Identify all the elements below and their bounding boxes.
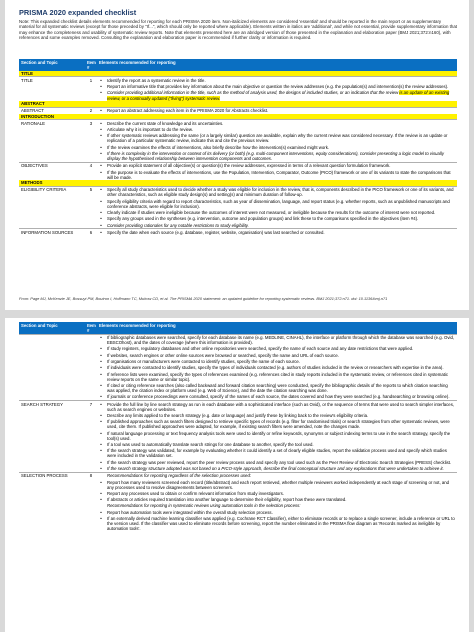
element-text: If the search strategy was peer reviewed, report the peer review process used and specify any tool used such as the Peer Review of Electronic Search Strategies (PRESS) checklist. <box>107 459 452 465</box>
element-text <box>105 90 457 101</box>
element-text: Specify the date when each source (e.g. database, register, website, organisation) was last searched or consulted. <box>105 229 457 236</box>
table-row <box>19 229 457 236</box>
element-text-part: Consider providing additional information in the title, such as the method of analysis used, the designs of included studies, or an indication that the review <box>107 90 400 96</box>
bullet-marker: • <box>100 382 102 388</box>
element-text: If an externally derived machine learning classifier was applied (e.g. Cochrane RCT Classifier), either to eliminate records or to replace a single screener, include a reference or URL to the version used. If the classifier was used to eliminate records before screening, report the number eliminated in the PRISMA flow diagram as 'Records marked as ineligible by automation tools'. <box>107 516 455 532</box>
element-text: If websites, search engines or other online sources were browsed or searched, specify the name and URL of each source. <box>107 352 339 358</box>
bullet-marker: • <box>100 359 102 365</box>
header-item-number: Item # <box>87 322 96 333</box>
element-text: If natural language processing or text frequency analysis tools were used to identify or refine keywords, synonyms or subject indexing terms to use in the search strategy, specify the tool(s) used. <box>107 430 451 441</box>
element-text: Specify eligibility criteria with regard to report characteristics, such as year of dissemination, language, and report status (e.g. whether reports, such as unpublished manuscripts and conference abstracts, were eligible for inclusion). <box>107 198 450 209</box>
section-topic: SELECTION PROCESS <box>19 472 85 532</box>
bullet-marker: • <box>100 465 102 471</box>
section-topic: RATIONALE <box>19 120 85 163</box>
table-header-row <box>19 322 457 334</box>
section-heading: METHODS <box>19 180 457 186</box>
section-heading: TITLE <box>19 71 457 77</box>
bullet-marker: • <box>100 365 102 371</box>
element-text: Provide an explicit statement of all objective(s) or question(s) the review addresses, expressed in terms of a relevant question formulation framework. <box>105 162 457 169</box>
element-text: Consider providing rationales for any notable restrictions to study eligibility. <box>107 222 249 228</box>
element-text: If bibliographic databases were searched, specify for each database its name (e.g. MEDLINE, CINAHL), the interface or platform through which the database was searched (e.g. Ovid, EBSCOhost), and the dates of coverage (where this information is provided). <box>105 334 457 346</box>
bullet-marker: • <box>100 419 102 425</box>
page-2 <box>5 318 469 632</box>
section-heading: INTRODUCTION <box>19 114 457 120</box>
bullet-marker: • <box>100 133 102 139</box>
table-header-row <box>19 59 457 71</box>
table-row <box>19 107 457 114</box>
checklist-table-1 <box>19 59 457 236</box>
element-text: If study registers, regulatory databases and other online repositories were searched, specify the name of each source and any date restrictions that were applied. <box>107 346 414 352</box>
table-row <box>19 186 457 198</box>
item-number: 7 <box>85 401 97 473</box>
bullet-marker: • <box>97 229 105 236</box>
header-elements: Elements recommended for reporting <box>97 322 457 334</box>
citation-footer: From: Page MJ, McKenzie JE, Bossuyt PM, Boutron I, Hoffmann TC, Mulrow CD, et al. The PRISMA 2020 statement: an updated guideline for reporting systematic reviews. BMJ 2021;372:n71. doi: 10.1136/bmj.n71 <box>19 296 388 301</box>
bullet-marker: • <box>100 490 102 496</box>
element-text: Recommendations for reporting regardless of the selection processes used: <box>105 472 457 479</box>
bullet-marker <box>97 472 105 479</box>
bullet-marker: • <box>97 401 105 413</box>
checklist-table-2-body <box>19 334 457 532</box>
element-text: If other systematic reviews addressing the same (or a largely similar) question are available, explain why the current review was considered necessary. If the review is an update or replication of a particular systematic review, indicate this and cite the previous review. <box>107 133 448 144</box>
bullet-marker: • <box>100 144 102 150</box>
bullet-marker: • <box>100 448 102 454</box>
document-title: PRISMA 2020 expanded checklist <box>19 8 137 17</box>
section-heading: ABSTRACT <box>19 101 457 107</box>
element-text: If the review examines the effects of interventions, also briefly describe how the intervention(s) examined might work. <box>107 144 330 150</box>
item-number: 2 <box>85 107 97 114</box>
element-text: If organisations or manufacturers were contacted to identify studies, specify the name of each source. <box>107 359 300 365</box>
bullet-marker: • <box>100 346 102 352</box>
checklist-table-2-wrap <box>19 322 457 532</box>
item-number: 4 <box>85 162 97 180</box>
element-text: Describe the current state of knowledge and its uncertainties. <box>105 120 457 127</box>
element-text: Report how many reviewers screened each record (title/abstract) and each report retrieved, whether multiple reviewers worked independently at each stage of screening or not, and any processes used to resolve disagreements between screeners. <box>107 479 450 490</box>
bullet-marker: • <box>100 84 102 90</box>
element-text: Specify any groups used in the syntheses (e.g. intervention, outcome and population groups) and link these to the comparisons specified in the objectives (item #4). <box>107 216 419 222</box>
bullet-marker: • <box>100 352 102 358</box>
element-text: Report how automation tools were integrated within the overall study selection process. <box>107 509 273 515</box>
header-elements: Elements recommended for reporting <box>97 59 457 71</box>
header-section-topic: Section and Topic <box>19 322 85 334</box>
bullet-marker: • <box>100 442 102 448</box>
table-row <box>19 334 457 346</box>
bullet-marker: • <box>97 107 105 114</box>
element-text: If reference lists were examined, specify the types of references examined (e.g. references cited in study reports included in the systematic review, or references cited in systematic review reports on the same or similar topic). <box>107 371 449 382</box>
checklist-table-2 <box>19 322 457 532</box>
section-topic: OBJECTIVES <box>19 162 85 180</box>
bullet-marker: • <box>100 509 102 515</box>
bullet-marker: • <box>100 479 102 485</box>
header-item-number: Item # <box>87 59 96 70</box>
bullet-marker: • <box>100 169 102 175</box>
element-text: If there is complexity in the intervention or context of its delivery (or both) (e.g. multi-component interventions, equity considerations), consider presenting a logic model to visually display the hypothesised relationship between intervention components and outcomes. <box>107 150 444 162</box>
bullet-marker: • <box>100 516 102 522</box>
bullet-marker: • <box>100 90 102 96</box>
element-text: Report an abstract addressing each item in the PRISMA 2020 for Abstracts checklist. <box>105 107 457 114</box>
bullet-marker: • <box>97 162 105 169</box>
item-number: 6 <box>85 229 97 236</box>
element-text: If journals or conference proceedings were consulted, specify of the names of each source, the dates covered and how they were searched (e.g. handsearching or browsing online). <box>107 394 450 400</box>
element-text: Identify the report as a systematic review in the title. <box>105 77 457 84</box>
bullet-marker: • <box>100 210 102 215</box>
bullet-marker: • <box>100 430 102 436</box>
bullet-marker: • <box>100 394 102 400</box>
element-text: Provide the full line by line search strategy as run in each database with a sophisticated interface (such as Ovid), or the sequence of terms that were used to search simpler interfaces, such as search engines or websites. <box>105 401 457 413</box>
bullet-marker: • <box>100 371 102 377</box>
bullet-marker: • <box>100 222 102 228</box>
item-number <box>85 334 97 401</box>
table-row <box>19 162 457 169</box>
header-section-topic: Section and Topic <box>19 59 85 71</box>
element-text: Recommendations for reporting in systematic reviews using automation tools in the selection process: <box>107 503 301 509</box>
element-text: Specify all study characteristics used to decide whether a study was eligible for inclusion in the review, that is, components described in the PICO framework or one of its variants, and other characteristics, such as eligible study design(s) and setting(s) and minimum duration of follow-up. <box>105 186 457 198</box>
section-topic: TITLE <box>19 77 85 101</box>
bullet-marker: • <box>97 334 105 346</box>
section-topic: SEARCH STRATEGY <box>19 401 85 473</box>
table-row <box>19 77 457 84</box>
section-topic: ABSTRACT <box>19 107 85 114</box>
bullet-marker: • <box>100 216 102 222</box>
element-text: Report any processes used to obtain or confirm relevant information from study investigators. <box>107 490 284 496</box>
bullet-marker: • <box>100 150 102 156</box>
page-1 <box>5 0 469 310</box>
section-topic: INFORMATION SOURCES <box>19 229 85 236</box>
element-text: If individuals were contacted to identify studies, specify the types of individuals contacted (e.g. authors of studies included in the review or researchers with expertise in the area). <box>107 365 444 371</box>
bullet-marker: • <box>100 198 102 204</box>
table-row <box>19 401 457 413</box>
element-text: If the purpose is to evaluate the effects of interventions, use the Population, Intervention, Comparator, Outcome (PICO) framework or one of its variants to state the comparisons that will be made. <box>107 169 451 180</box>
element-text: If the search strategy was validated, for example by evaluating whether it could identify a set of clearly eligible studies, report the validation process used and specify which studies were included in the validation set. <box>107 448 447 459</box>
element-text: Report an informative title that provides key information about the main objective or question the review addresses (e.g. the population(s) and intervention(s) the review addresses). <box>107 84 449 90</box>
element-text: Describe any limits applied to the search strategy (e.g. date or language) and justify these by linking back to the review's eligibility criteria. <box>107 413 369 418</box>
bullet-marker: • <box>100 459 102 465</box>
element-text: Articulate why it is important to do the review. <box>107 126 193 132</box>
element-text: If abstracts or articles required translation into another language to determine their eligibility, report how these were translated. <box>107 497 347 503</box>
bullet-marker: • <box>100 413 102 418</box>
element-text-highlight: is an update of an existing review, or a continually updated ("living") systematic review. <box>107 90 450 101</box>
element-text: If published approaches such as search filters designed to retrieve specific types of records (e.g. filter for randomised trials) or search strategies from other systematic reviews, were used, cite them. If published approaches were adapted, for example, if existing search filters were amended, note the changes made. <box>107 419 450 430</box>
checklist-note: Note: This expanded checklist details elements recommended for reporting for each PRISMA 2020 item. Non-italicized elements are considered 'essential' and should be reported in the main report or as supplementary material for all systematic reviews (except for those preceded by "If...", which should only be reported where applicable). Elements written in italics are 'additional', and while not essential, provide supplementary information that may enhance the completeness and usability of systematic review reports. Note that elements presented here are an abridged version of those presented in the explanation and elaboration paper (BMJ 2021;372:n160), with references and some examples removed. Consulting the explanation and elaboration paper is recommended if further clarity or information is required. <box>19 19 457 40</box>
item-number: 8 <box>85 472 97 532</box>
table-row <box>19 472 457 479</box>
bullet-marker: • <box>100 126 102 132</box>
bullet-marker: • <box>97 186 105 198</box>
item-number: 3 <box>85 120 97 163</box>
section-topic <box>19 334 85 401</box>
element-text: If a tool was used to automatically translate search strings for one database to another, specify the tool used. <box>107 442 314 448</box>
checklist-table-1-wrap <box>19 59 457 236</box>
checklist-table-1-body <box>19 71 457 236</box>
bullet-marker: • <box>97 120 105 127</box>
element-text: If cited or citing reference searches (also called backward and forward citation searching) were conducted, specify the bibliographic details of the reports to which citation searching was applied, the citation index or platform used (e.g. Web of Science), and the date the citation searching was done. <box>107 382 448 394</box>
element-text: Clearly indicate if studies were ineligible because the outcomes of interest were not measured, or ineligible because the results for the outcome of interest were not reported. <box>107 210 436 215</box>
item-number: 1 <box>85 77 97 101</box>
bullet-marker: • <box>97 77 105 84</box>
bullet-marker: • <box>100 497 102 503</box>
section-topic: ELIGIBILITY CRITERIA <box>19 186 85 229</box>
page-1-header <box>19 8 457 40</box>
element-text: If the search strategy structure adopted was not based on a PICO-style approach, describe the final conceptual structure and any explorations that were undertaken to achieve it. <box>107 465 444 471</box>
item-number: 5 <box>85 186 97 229</box>
table-row <box>19 120 457 127</box>
